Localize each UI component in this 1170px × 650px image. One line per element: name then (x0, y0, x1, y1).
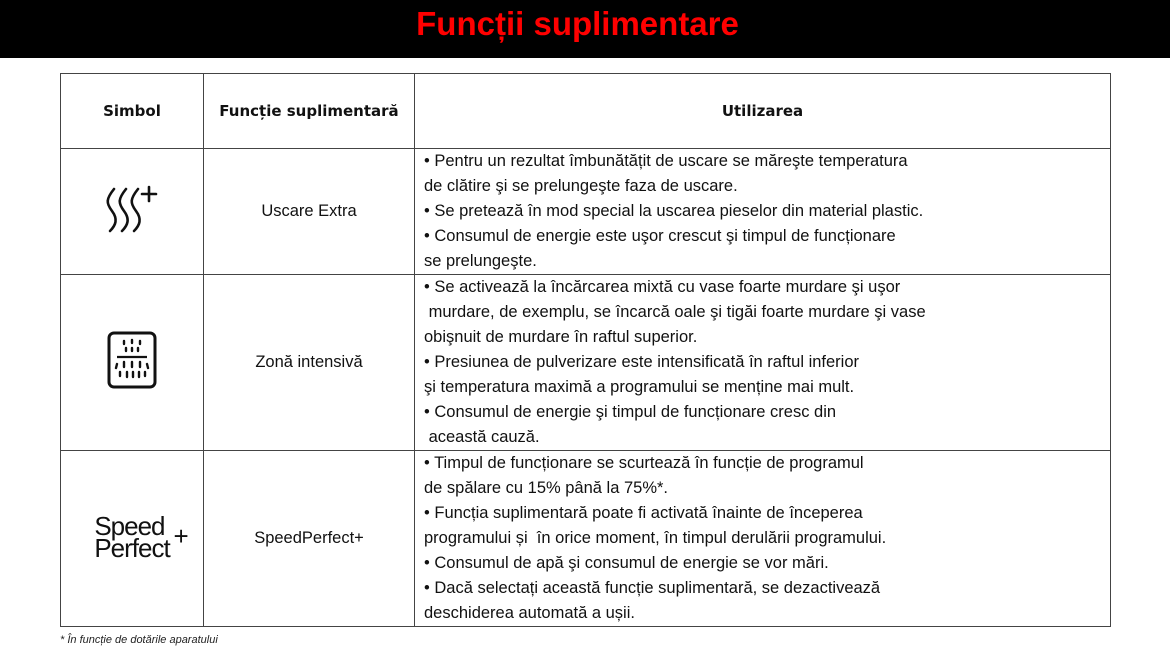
usage-cell (415, 149, 1111, 275)
function-name: Uscare Extra (204, 149, 415, 275)
symbol-cell (61, 275, 204, 451)
table-header-row (61, 74, 1111, 149)
usage-line: • Pentru un rezultat îmbunătățit de uscare se măreşte temperatura (424, 152, 908, 170)
functions-table (60, 73, 1111, 627)
usage-line: murdare, de exemplu, se încarcă oale şi tigăi foarte murdare şi vase (424, 303, 926, 321)
extra-dry-icon (102, 224, 162, 241)
usage-line: şi temperatura maximă a programului se menține mai mult. (424, 378, 855, 396)
speedperfect-icon-text: Speed (94, 511, 165, 541)
function-name: Zonă intensivă (204, 275, 415, 451)
symbol-cell (61, 451, 204, 627)
table-row (61, 451, 1111, 627)
symbol-cell (61, 149, 204, 275)
usage-line: • Dacă selectați această funcție suplimentară, se dezactivează (424, 579, 881, 597)
usage-line: de spălare cu 15% până la 75%*. (424, 479, 669, 497)
usage-line: • Consumul de apă şi consumul de energie se vor mări. (424, 554, 829, 572)
usage-line: • Consumul de energie şi timpul de funcționare cresc din (424, 403, 837, 421)
usage-line: obişnuit de murdare în raftul superior. (424, 328, 698, 346)
usage-line: • Se activează la încărcarea mixtă cu vase foarte murdare şi uşor (424, 278, 901, 296)
usage-line: • Consumul de energie este uşor crescut şi timpul de funcționare (424, 227, 896, 245)
intensive-zone-icon (106, 377, 158, 394)
usage-line: se prelungeşte. (424, 252, 537, 270)
table-row (61, 275, 1111, 451)
header-usage: Utilizarea (415, 74, 1111, 149)
speedperfect-icon-text: Perfect (94, 533, 170, 563)
usage-line: deschiderea automată a ușii. (424, 604, 635, 622)
table-row (61, 149, 1111, 275)
page-title: Funcții suplimentare (416, 5, 739, 42)
usage-line: • Funcția suplimentară poate fi activată înainte de începerea (424, 504, 863, 522)
usage-line: de clătire şi se prelungeşte faza de uscare. (424, 177, 738, 195)
speedperfect-icon (94, 511, 188, 563)
footnote: * În funcție de dotările aparatului (60, 634, 218, 646)
usage-line: • Timpul de funcționare se scurtează în funcție de programul (424, 454, 864, 472)
function-name: SpeedPerfect+ (204, 451, 415, 627)
header-symbol: Simbol (61, 74, 204, 149)
usage-cell (415, 451, 1111, 627)
usage-line: programului și în orice moment, în timpul derulării programului. (424, 529, 887, 547)
usage-line: • Presiunea de pulverizare este intensificată în raftul inferior (424, 353, 860, 371)
usage-line: • Se pretează în mod special la uscarea pieselor din material plastic. (424, 202, 924, 220)
usage-cell (415, 275, 1111, 451)
header-function: Funcție suplimentară (204, 74, 415, 149)
speedperfect-icon-plus: + (173, 521, 188, 551)
usage-line: această cauză. (424, 428, 540, 446)
